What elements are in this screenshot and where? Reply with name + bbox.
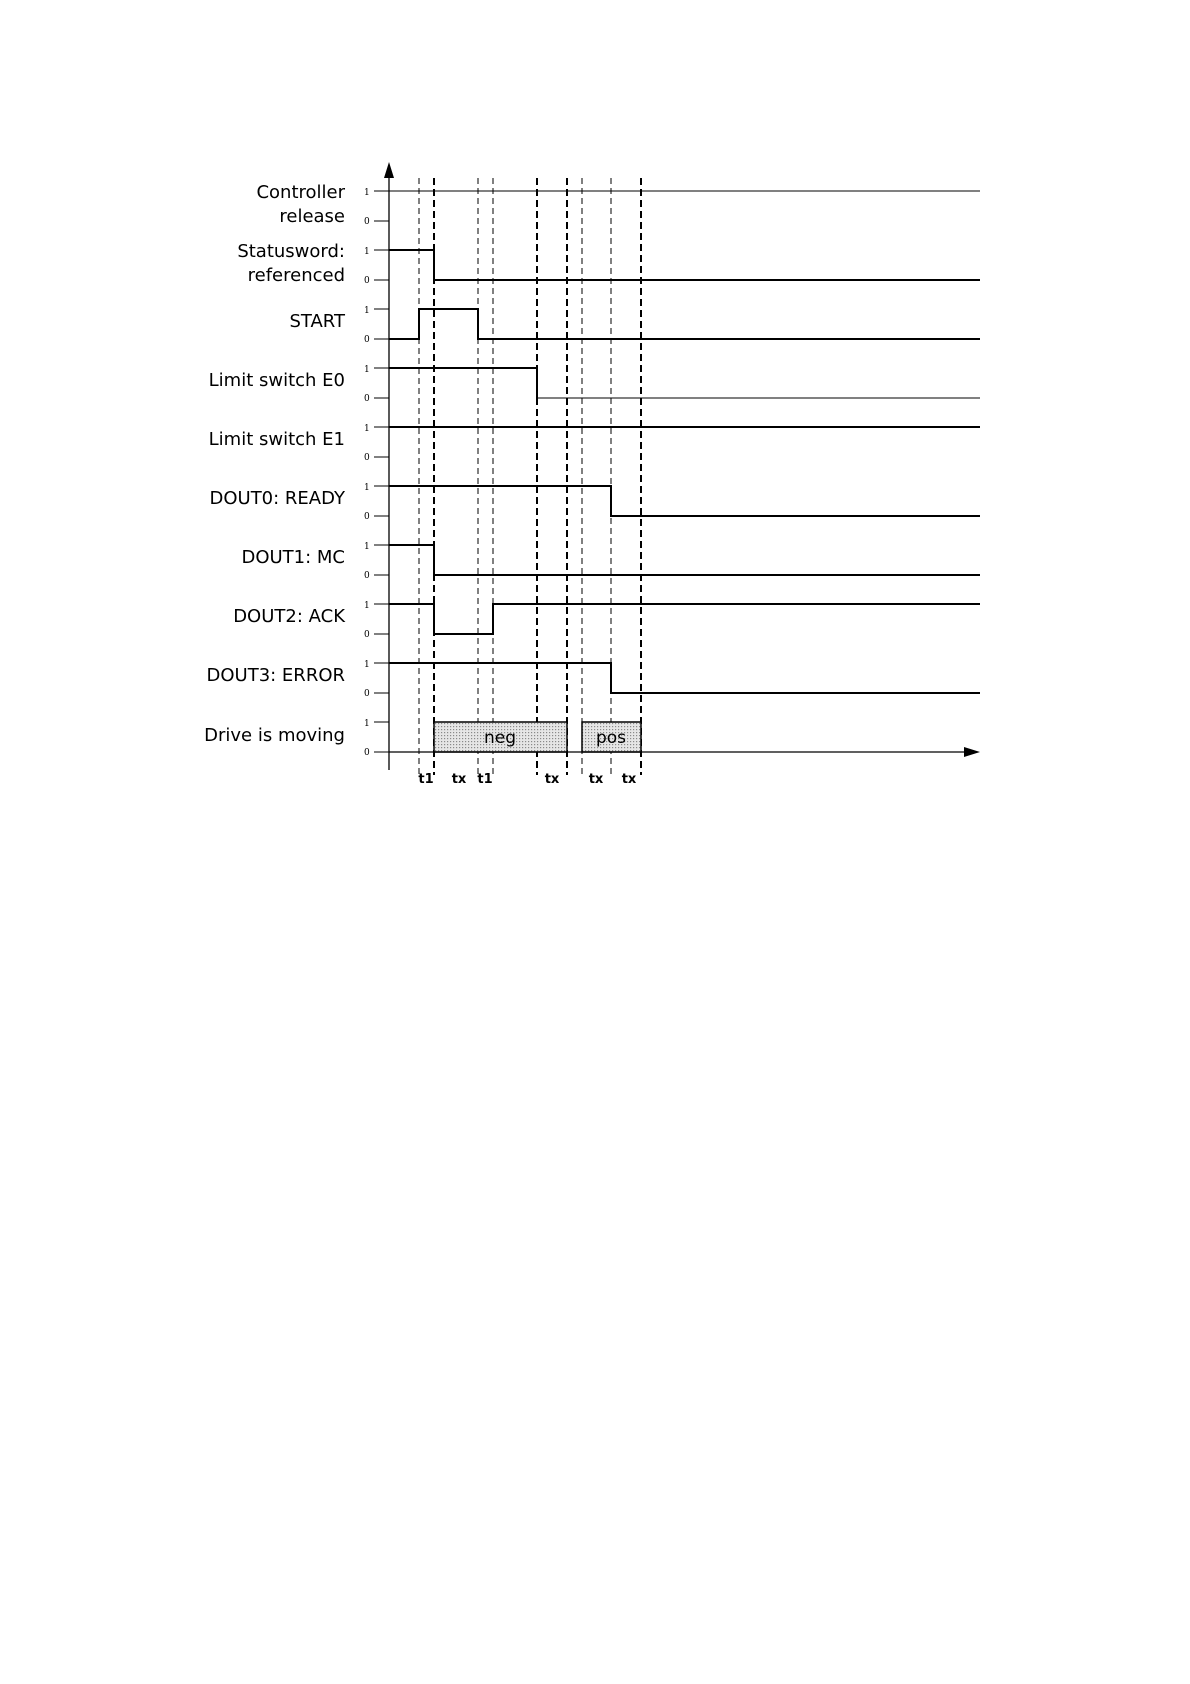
time-interval-labels bbox=[418, 772, 637, 787]
label-statusword-line1: Statusword: bbox=[237, 241, 345, 262]
label-dout3-error: DOUT3: ERROR bbox=[206, 665, 345, 686]
level-high-4: 1 bbox=[364, 424, 370, 434]
level-high-2: 1 bbox=[364, 306, 370, 316]
time-label-2: tx bbox=[451, 772, 467, 787]
level-low-9: 0 bbox=[364, 748, 370, 758]
level-high-6: 1 bbox=[364, 542, 370, 552]
level-low-2: 0 bbox=[364, 335, 370, 345]
level-high-1: 1 bbox=[364, 247, 370, 257]
phase-pos-label: pos bbox=[595, 728, 627, 748]
phase-neg-label: neg bbox=[483, 728, 517, 748]
y-axis-arrow-icon bbox=[384, 162, 394, 178]
level-low-0: 0 bbox=[364, 217, 370, 227]
time-label-3: t1 bbox=[477, 772, 493, 787]
level-low-8: 0 bbox=[364, 689, 370, 699]
time-label-5: tx bbox=[588, 772, 604, 787]
level-low-7: 0 bbox=[364, 630, 370, 640]
trace-limit-switch-e0 bbox=[389, 368, 537, 398]
time-label-6: tx bbox=[621, 772, 637, 787]
label-limit-switch-e0: Limit switch E0 bbox=[208, 370, 345, 391]
level-high-5: 1 bbox=[364, 483, 370, 493]
drive-phases bbox=[434, 722, 641, 752]
label-limit-switch-e1: Limit switch E1 bbox=[208, 429, 345, 450]
level-markers bbox=[364, 188, 389, 758]
time-label-4: tx bbox=[544, 772, 560, 787]
level-high-3: 1 bbox=[364, 365, 370, 375]
trace-statusword-referenced bbox=[389, 250, 980, 280]
label-controller-release-line1: Controller bbox=[256, 182, 345, 203]
level-ticks bbox=[374, 191, 389, 752]
trace-start bbox=[389, 309, 980, 339]
label-statusword-line2: referenced bbox=[247, 265, 345, 286]
level-low-4: 0 bbox=[364, 453, 370, 463]
label-drive-is-moving: Drive is moving bbox=[204, 725, 345, 746]
label-start: START bbox=[289, 311, 345, 332]
level-high-8: 1 bbox=[364, 660, 370, 670]
axes bbox=[384, 162, 980, 770]
x-axis-arrow-icon bbox=[964, 747, 980, 757]
label-controller-release-line2: release bbox=[279, 206, 345, 227]
label-dout1-mc: DOUT1: MC bbox=[241, 547, 345, 568]
level-high-9: 1 bbox=[364, 719, 370, 729]
level-low-5: 0 bbox=[364, 512, 370, 522]
level-low-3: 0 bbox=[364, 394, 370, 404]
time-label-1: t1 bbox=[418, 772, 434, 787]
time-markers bbox=[419, 178, 641, 775]
level-low-1: 0 bbox=[364, 276, 370, 286]
level-low-6: 0 bbox=[364, 571, 370, 581]
level-high-7: 1 bbox=[364, 601, 370, 611]
label-dout2-ack: DOUT2: ACK bbox=[233, 606, 345, 627]
signal-labels bbox=[204, 182, 346, 746]
level-high-0: 1 bbox=[364, 188, 370, 198]
label-dout0-ready: DOUT0: READY bbox=[209, 488, 345, 509]
